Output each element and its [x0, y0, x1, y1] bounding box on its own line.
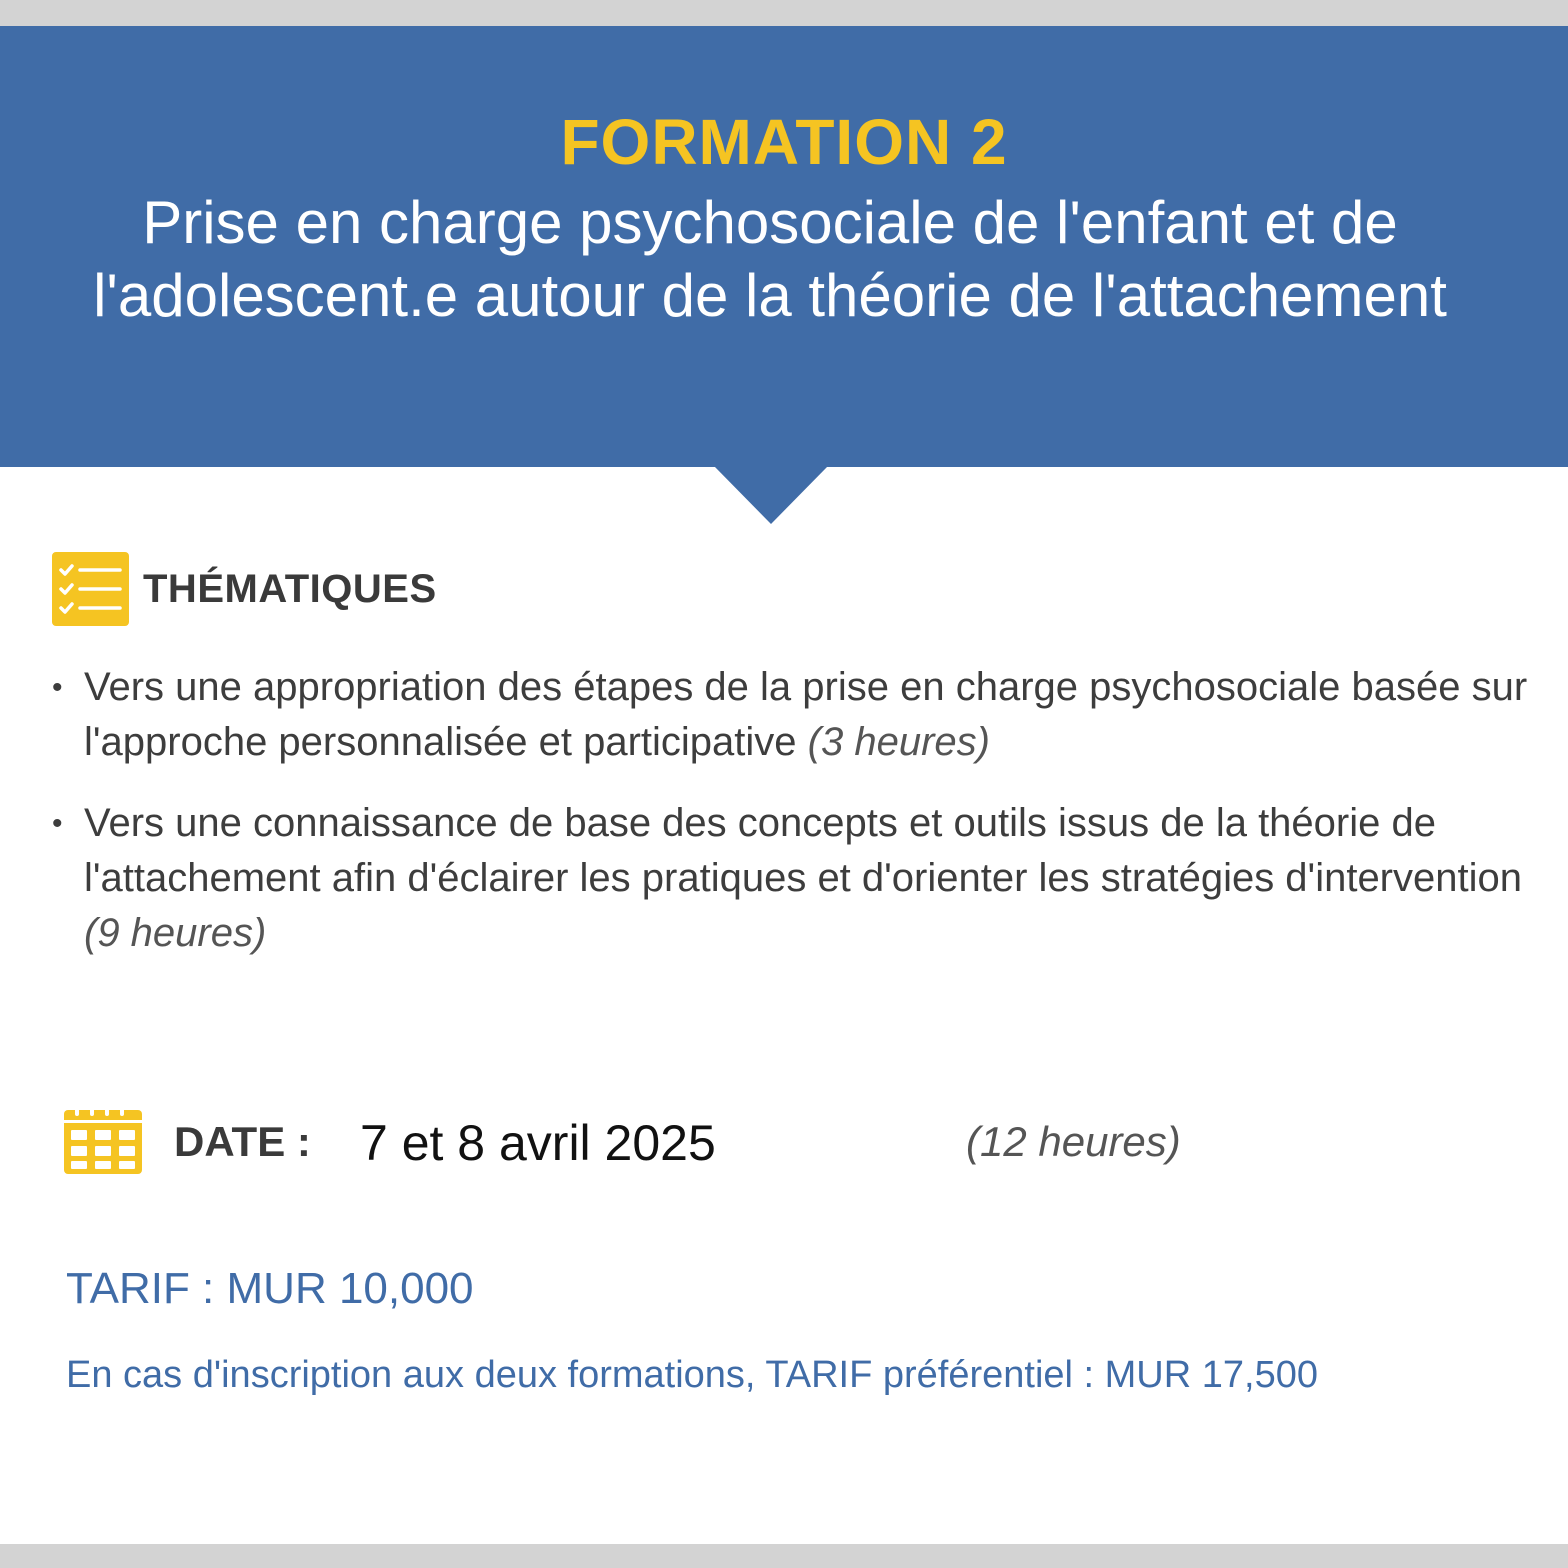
- topic-duration: (9 heures): [84, 911, 267, 955]
- topics-list: [52, 660, 1542, 961]
- date-row: [62, 1104, 1262, 1176]
- calendar-icon: [62, 1104, 144, 1176]
- topic-text: Vers une connaissance de base des concepts et outils issus de la théorie de l'attachement afin d'éclairer les pratiques et d'orienter les stratégies d'intervention: [84, 801, 1522, 900]
- bottom-border-strip: [0, 1544, 1568, 1568]
- header-banner: [0, 26, 1568, 467]
- checklist-icon: [52, 552, 129, 626]
- thematiques-heading: [52, 552, 437, 626]
- combo-price-note: En cas d'inscription aux deux formations, TARIF préférentiel : MUR 17,500: [66, 1354, 1318, 1396]
- list-item: [52, 660, 1542, 770]
- bullet: •: [52, 671, 63, 704]
- top-border-strip: [0, 0, 1568, 26]
- bullet: •: [52, 807, 63, 840]
- date-value: 7 et 8 avril 2025: [360, 1115, 716, 1171]
- date-duration: (12 heures): [966, 1118, 1181, 1165]
- topic-duration: (3 heures): [807, 720, 990, 764]
- formation-title: Prise en charge psychosociale de l'enfant et de l'adolescent.e autour de la théorie de l'attachement: [93, 189, 1447, 329]
- date-label: DATE :: [174, 1118, 311, 1165]
- topic-text: Vers une appropriation des étapes de la prise en charge psychosociale basée sur l'approche personnalisée et participative: [84, 665, 1528, 764]
- section-title: THÉMATIQUES: [143, 566, 437, 611]
- tarif-price: TARIF : MUR 10,000: [66, 1264, 474, 1313]
- list-item: [52, 796, 1542, 961]
- header-pointer-arrow: [714, 466, 828, 524]
- formation-label: FORMATION 2: [560, 106, 1008, 178]
